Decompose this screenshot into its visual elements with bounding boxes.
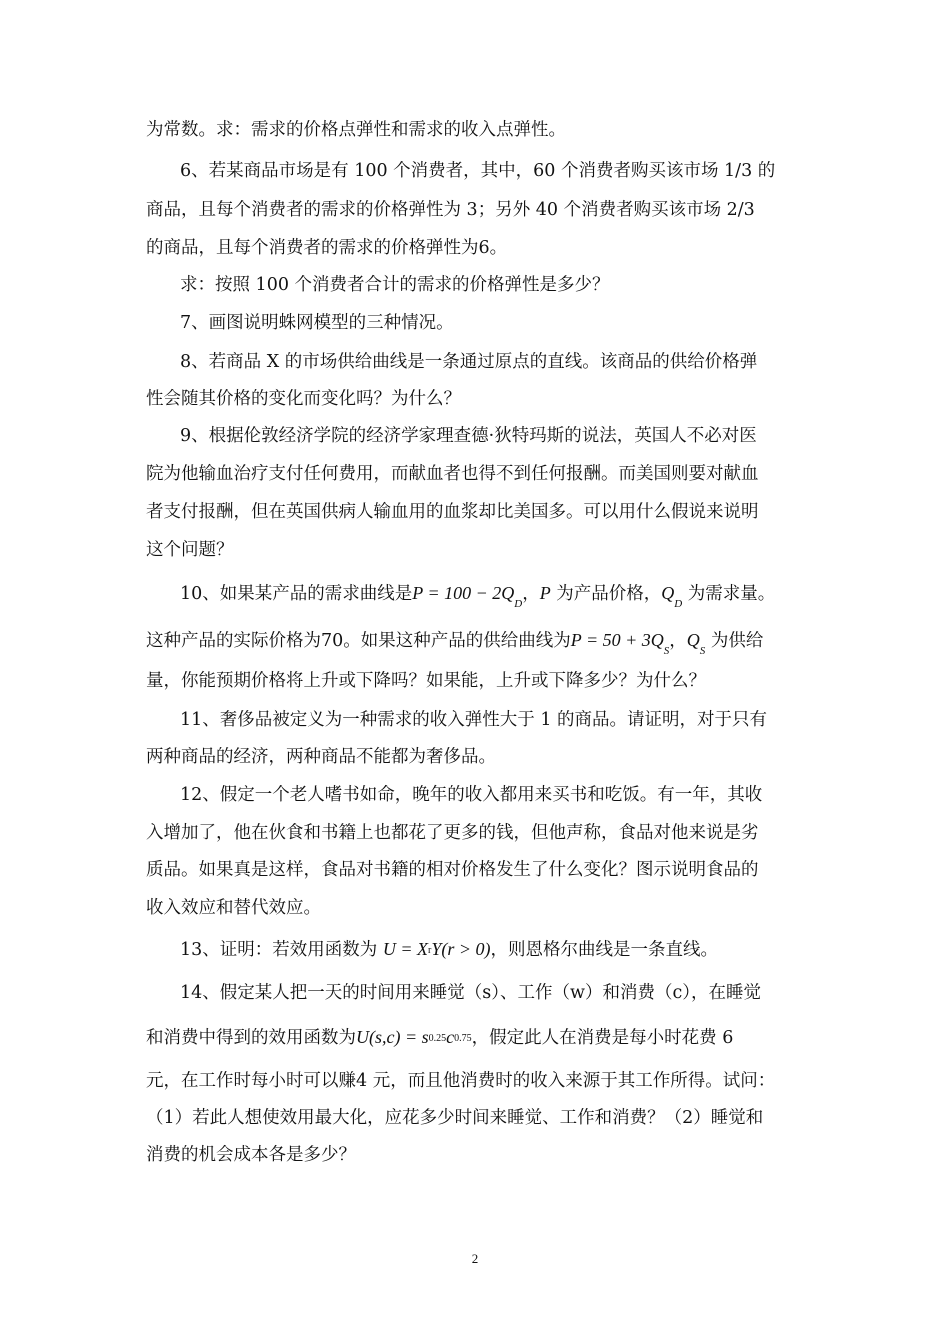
text-line: 12、假定一个老人嗜书如命，晚年的收入都用来买书和吃饭。有一年，其收 [180, 785, 763, 805]
text-line: 者支付报酬，但在英国供病人输血用的血浆却比美国多。可以用什么假说来说明 [146, 502, 759, 522]
page-number: 2 [471, 1251, 479, 1266]
utility-exponent: r [427, 945, 432, 956]
q13-post-text: ，则恩格尔曲线是一条直线。 [490, 940, 718, 960]
q14-pre-text: 和消费中得到的效用函数为 [146, 1028, 356, 1048]
text-line: 这个问题？ [146, 540, 234, 560]
q14-post-text: ，假定此人在消费是每小时花费 6 [471, 1028, 734, 1048]
supply-equation: P = 50 + 3Q [570, 630, 664, 650]
question-13-line [180, 937, 806, 965]
text-line: 消费的机会成本各是多少？ [146, 1145, 356, 1165]
text-line: 入增加了，他在伙食和书籍上也都花了更多的钱，但他声称，食品对他来说是劣 [146, 823, 759, 843]
q10-separator: ， [522, 584, 540, 604]
text-line: 量，你能预期价格将上升或下降吗？如果能，上升或下降多少？为什么？ [146, 671, 706, 691]
text-line: 6、若某商品市场是有 100 个消费者，其中，60 个消费者购买该市场 1/3 的 [180, 161, 776, 181]
quantity-variable: Q [661, 583, 675, 603]
text-line: 商品，且每个消费者的需求的价格弹性为 3；另外 40 个消费者购买该市场 2/3 [146, 200, 755, 220]
text-line: 11、奢侈品被定义为一种需求的收入弹性大于 1 的商品。请证明，对于只有 [180, 710, 768, 730]
q14-utility-c: c [446, 1027, 455, 1047]
q14-utility-a: U(s,c) = s [356, 1027, 429, 1047]
text-line: 14、假定某人把一天的时间用来睡觉（s）、工作（w）和消费（c），在睡觉 [180, 983, 762, 1003]
text-line: 求：按照 100 个消费者合计的需求的价格弹性是多少？ [180, 275, 610, 295]
question-10-line [180, 581, 806, 608]
question-10-supply-line [146, 628, 806, 655]
q14-exponent-2: 0.75 [454, 1033, 472, 1044]
text-line: 9、根据伦敦经济学院的经济学家理查德·狄特玛斯的说法，英国人不必对医 [180, 426, 757, 446]
text-line: 的商品，且每个消费者的需求的价格弹性为6。 [146, 238, 508, 258]
text-line: 院为他输血治疗支付任何费用，而献血者也得不到任何报酬。而美国则要对献血 [146, 464, 759, 484]
supply-quantity-subscript: S [699, 645, 706, 657]
text-line: 为常数。求：需求的价格点弹性和需求的收入点弹性。 [146, 120, 566, 140]
text-line: 两种商品的经济，两种商品不能都为奢侈品。 [146, 747, 496, 767]
supply-post-text: 为供给 [705, 631, 764, 651]
question-14-utility-line [146, 1025, 806, 1053]
q10-post-text: 为需求量。 [682, 584, 776, 604]
supply-pre-text: 这种产品的实际价格为70。如果这种产品的供给曲线为 [146, 631, 571, 651]
supply-subscript: S [663, 645, 670, 657]
demand-subscript: D [514, 598, 523, 610]
supply-separator: ， [669, 631, 687, 651]
text-line: 质品。如果真是这样，食品对书籍的相对价格发生了什么变化？图示说明食品的 [146, 860, 759, 880]
text-line: 7、画图说明蛛网模型的三种情况。 [180, 313, 454, 333]
price-variable: P [539, 583, 551, 603]
q10-pre-text: 10、如果某产品的需求曲线是 [180, 584, 413, 604]
text-line: （1）若此人想使效用最大化，应花多少时间来睡觉、工作和消费？（2）睡觉和 [146, 1108, 764, 1128]
text-line: 8、若商品 X 的市场供给曲线是一条通过原点的直线。该商品的供给价格弹 [180, 352, 758, 372]
q14-exponent-1: 0.25 [428, 1033, 447, 1044]
text-line: 性会随其价格的变化而变化吗？为什么？ [146, 389, 461, 409]
text-line: 收入效应和替代效应。 [146, 898, 321, 918]
q10-mid-text: 为产品价格， [550, 584, 662, 604]
utility-function-a: U = X [382, 939, 428, 959]
supply-quantity-variable: Q [686, 630, 700, 650]
utility-function-b: Y(r > 0) [431, 939, 491, 959]
text-line: 元，在工作时每小时可以赚4 元，而且他消费时的收入来源于其工作所得。试问： [146, 1071, 776, 1091]
quantity-subscript: D [674, 598, 683, 610]
q13-pre-text: 13、证明：若效用函数为 [180, 940, 383, 960]
demand-equation: P = 100 − 2Q [412, 583, 515, 603]
